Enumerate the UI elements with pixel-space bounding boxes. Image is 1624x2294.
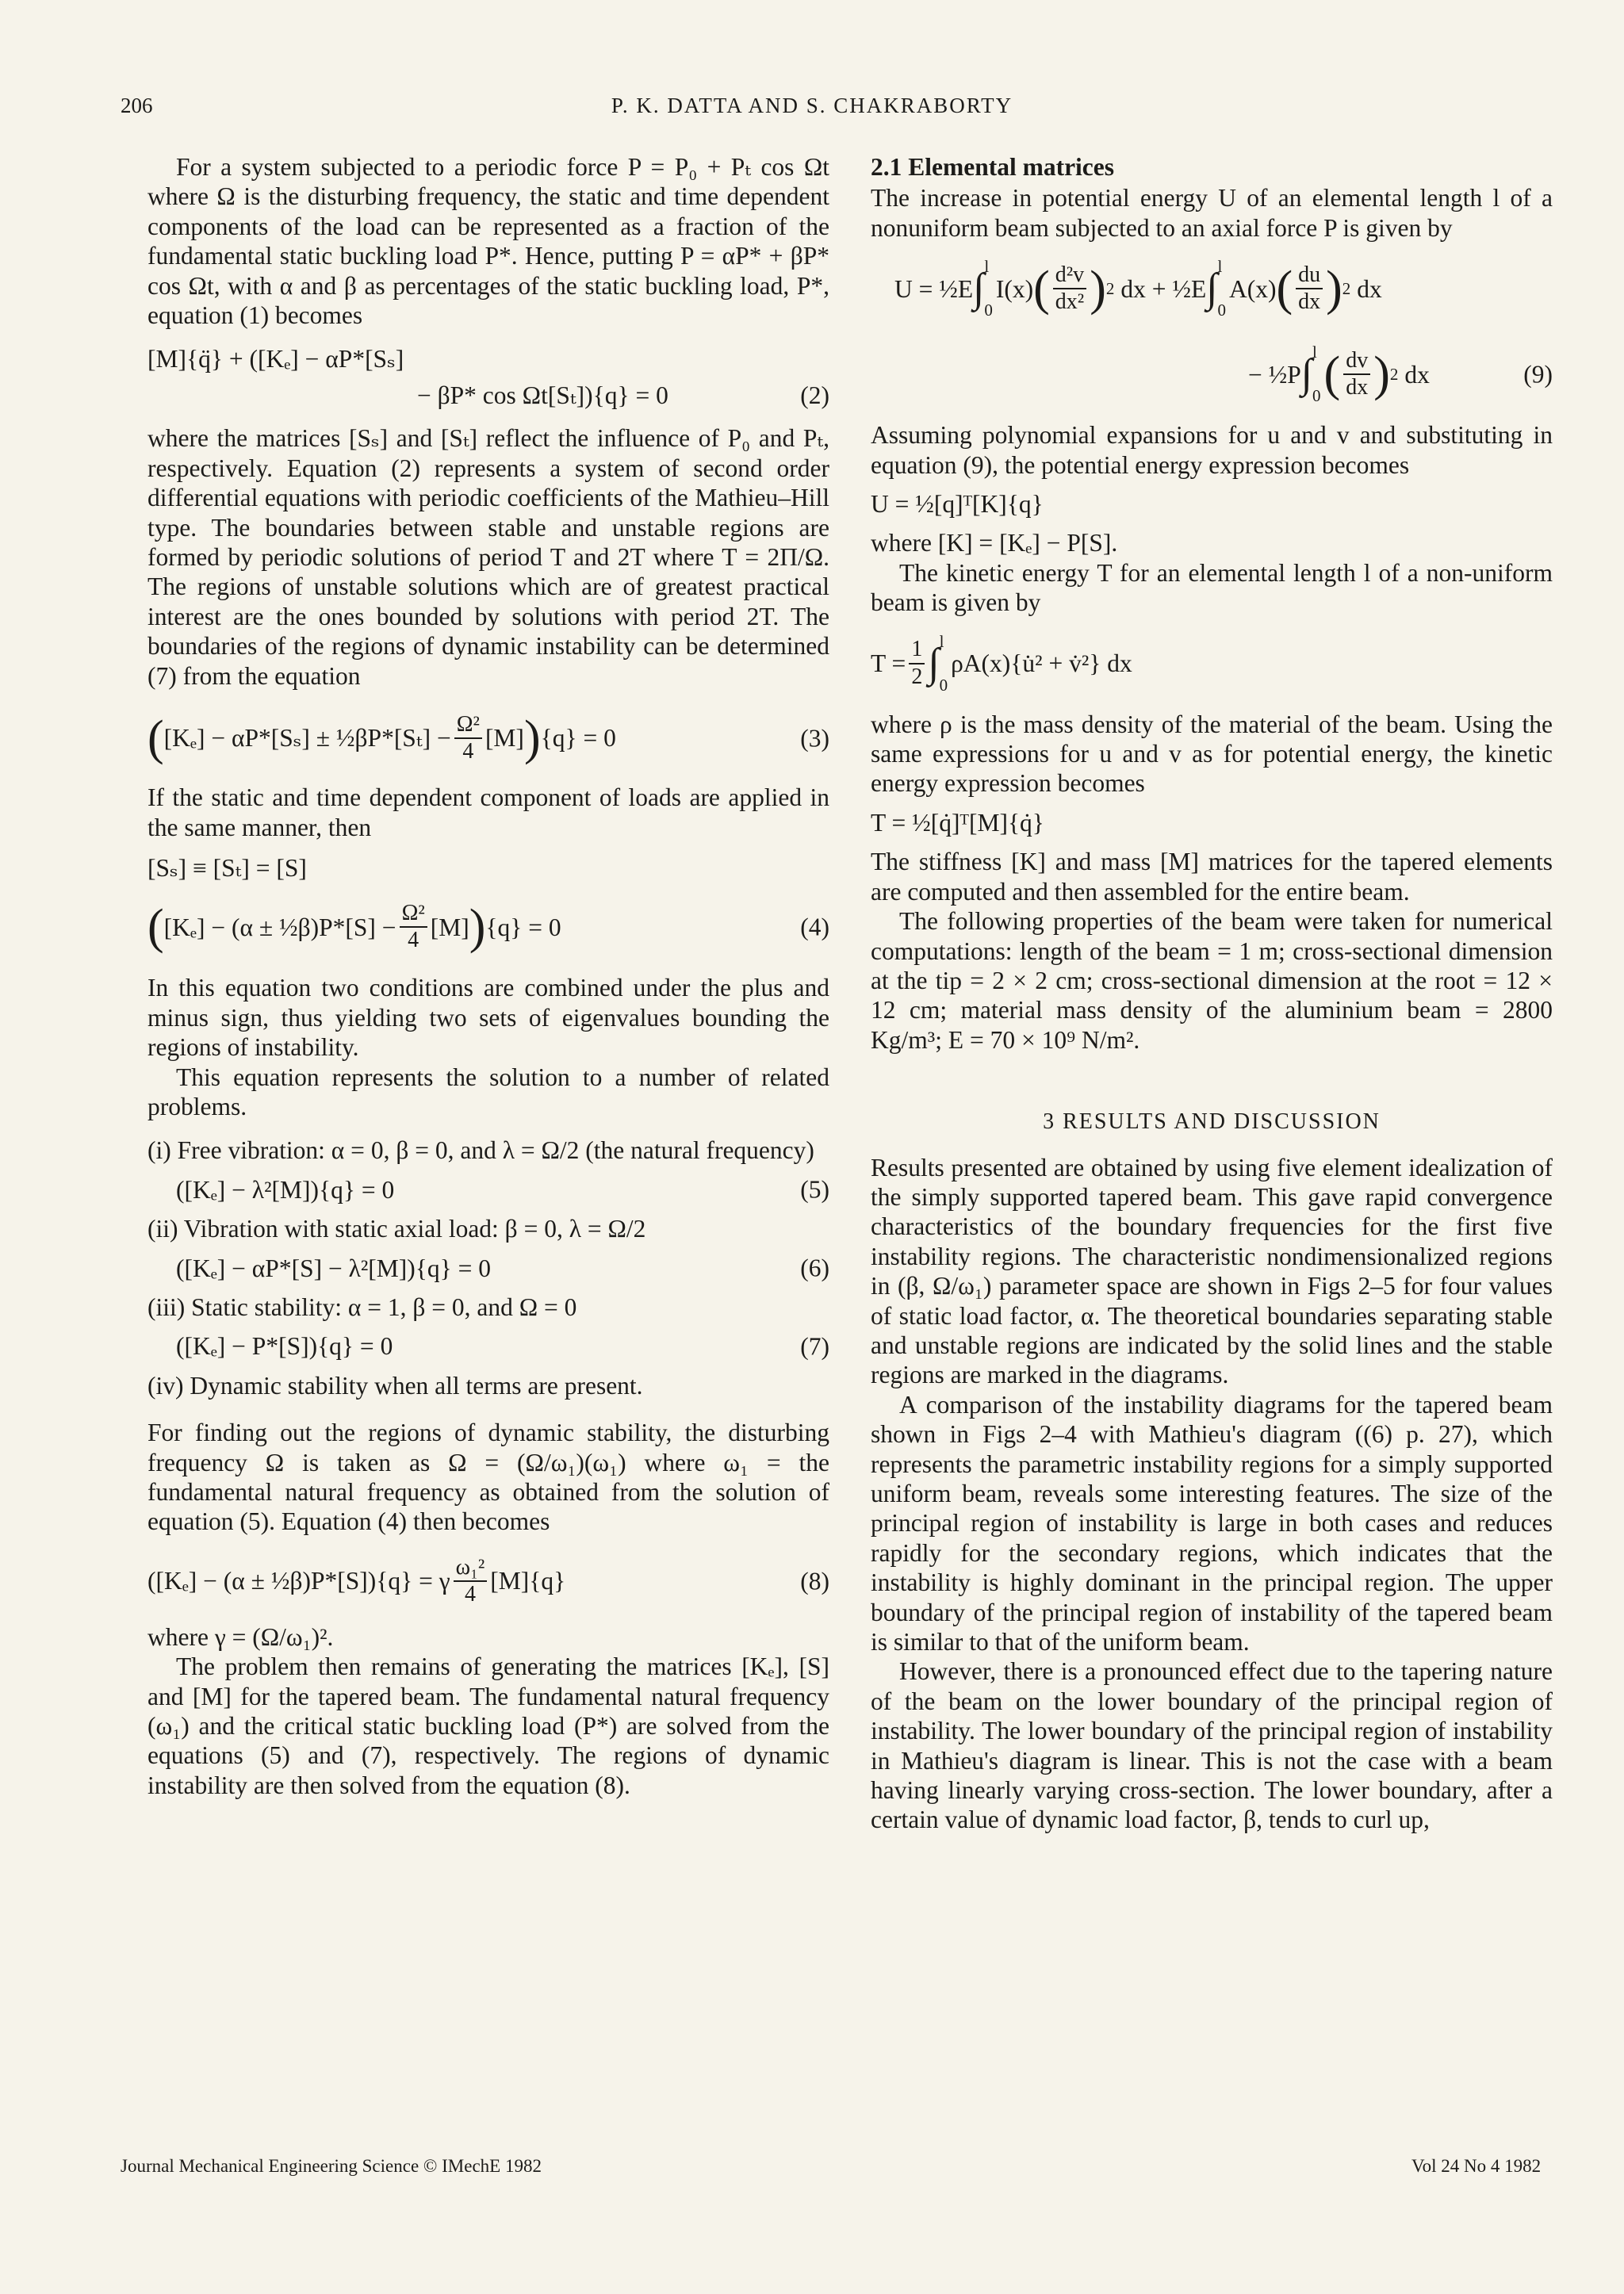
paren-close: ) (1373, 347, 1390, 402)
denominator: 4 (464, 1581, 476, 1607)
equation-t2: T = ½[q̇]ᵀ[M]{q̇} (871, 808, 1044, 837)
equation-t-body: ρA(x){u̇² + v̇²} dx (951, 649, 1132, 677)
lower-limit: 0 (939, 675, 948, 695)
paragraph: If the static and time dependent component of loads are applied in the same manner, then (147, 783, 829, 841)
exponent: 2 (1105, 278, 1115, 298)
equation-number: (4) (800, 913, 829, 941)
integral-limits (1312, 344, 1321, 404)
paragraph: The stiffness [K] and mass [M] matrices for the tapered elements are computed and then assembled for the entire beam. (871, 848, 1553, 906)
paragraph: The problem then remains of generating the matrices [Kₑ], [S] and [M] for the tapered beam. The fundamental natural frequency (ω₁) and the critical static buckling load (P*) are solved from the equations (5) and (7), respectively. The regions of dynamic instability are then solved from the equation (8). (147, 1653, 829, 1799)
paragraph: where the matrices [Sₛ] and [Sₜ] reflect the influence of P₀ and Pₜ, respectively. Equation (2) represents a system of second order differential equations with periodic coefficients of the Mathieu–Hill type. The boundaries between stable and unstable regions are formed by periodic solutions of period T and 2T where T = 2Π/Ω. The regions of unstable solutions which are of greatest practical interest are the ones bounded by solutions with period 2T. The boundaries of the regions of dynamic instability can be determined (7) from the equation (147, 424, 829, 690)
section-heading: 2.1 Elemental matrices (871, 153, 1115, 181)
paragraph: For finding out the regions of dynamic stability, the disturbing frequency Ω is taken as Ω = (Ω/ω₁)(ω₁) where ω₁ = the fundamental natural frequency as obtained from the solution of equation (5). Equation (4) then becomes (147, 1419, 829, 1536)
paragraph: Assuming polynomial expansions for u and v and substituting in equation (9), the potential energy expression becomes (871, 421, 1553, 479)
paren-open: ( (1033, 262, 1050, 316)
fraction (454, 1555, 488, 1607)
fraction (400, 901, 427, 953)
fraction (909, 637, 925, 689)
equation-t-lhs: T = (871, 649, 906, 677)
paragraph: For a system subjected to a periodic force P = P₀ + Pₜ cos Ωt where Ω is the disturbing frequency, the static and time dependent components of the load can be represented as a fraction of the fundamental static buckling load P*. Hence, putting P = αP* + βP* cos Ωt, with α and β as percentages of the static buckling load, P*, equation (1) becomes (147, 153, 829, 330)
spacer (871, 1055, 1553, 1107)
integral-limits (1217, 259, 1226, 319)
upper-limit: l (939, 631, 944, 651)
equation-number: (9) (1523, 360, 1553, 389)
denominator: 4 (408, 928, 419, 953)
integral-sign: ∫ (1206, 266, 1218, 312)
equation-s: [Sₛ] ≡ [Sₜ] = [S] (147, 853, 307, 882)
equation-3 (147, 703, 829, 773)
lower-limit: 0 (984, 301, 993, 320)
numerator: dv (1343, 348, 1370, 375)
numerator: Ω² (454, 712, 482, 739)
upper-limit: l (1217, 257, 1223, 277)
equation-number: (8) (800, 1567, 829, 1595)
integral-sign: ∫ (928, 640, 940, 686)
equation-number: (2) (800, 381, 829, 410)
equation-9-term: A(x) (1228, 274, 1277, 303)
equation-8 (147, 1549, 829, 1613)
equation-9-term: dx (1404, 360, 1430, 389)
paragraph: This equation represents the solution to a number of related problems. (147, 1063, 829, 1120)
numerator: ω₁² (454, 1555, 488, 1582)
paren-open: ( (147, 711, 164, 766)
denominator: dx (1298, 289, 1321, 315)
paragraph: The increase in potential energy U of an elemental length l of a nonuniform beam subjected to an axial force P is given by (871, 184, 1553, 242)
exponent: 2 (1389, 364, 1399, 384)
equation-9-term: dx (1357, 274, 1382, 303)
equation-number: (5) (800, 1175, 829, 1204)
footer-journal: Journal Mechanical Engineering Science © IMechE 1982 (121, 2156, 542, 2176)
equation-5 (176, 1175, 829, 1204)
paren-close: ) (523, 711, 541, 766)
running-head: P. K. DATTA AND S. CHAKRABORTY (611, 94, 1013, 117)
integral-limits (939, 631, 948, 695)
paragraph: where γ = (Ω/ω₁)². (147, 1622, 334, 1651)
fraction (454, 712, 482, 764)
numerator: Ω² (400, 901, 427, 928)
equation-2-line2: − βP* cos Ωt[Sₜ]){q} = 0 (417, 381, 668, 410)
equation-4-part-c: {q} = 0 (485, 913, 561, 941)
equation-3-part-c: {q} = 0 (540, 724, 616, 753)
paragraph: where ρ is the mass density of the material of the beam. Using the same expressions for u and v as for potential energy, the kinetic energy expression becomes (871, 710, 1553, 798)
integral-limits (984, 259, 993, 319)
integral-sign: ∫ (1300, 351, 1313, 397)
paren-open: ( (147, 900, 164, 955)
equation-5-body: ([Kₑ] − λ²[M]){q} = 0 (176, 1175, 395, 1204)
equation-7-body: ([Kₑ] − P*[S]){q} = 0 (176, 1332, 393, 1361)
paragraph: The kinetic energy T for an elemental length l of a non-uniform beam is given by (871, 558, 1553, 617)
equation-8-part-a: ([Kₑ] − (α ± ½β)P*[S]){q} = γ (147, 1567, 450, 1595)
equation-number: (6) (800, 1254, 829, 1282)
equation-9-lhs: U = ½E (894, 274, 974, 303)
fraction (1343, 348, 1370, 400)
equation-4-part-b: [M] (430, 913, 469, 941)
equation-9-term: dx + ½E (1120, 274, 1207, 303)
equation-9-line1 (894, 249, 1553, 328)
denominator: dx (1346, 375, 1369, 400)
paragraph: A comparison of the instability diagrams for the tapered beam shown in Figs 2–4 with Mathieu's diagram ((6) p. 27), which represents the parametric instability regions for a simply supported uniform beam, reveals some interesting features. The size of the principal region of instability is large in both cases and reduces rapidly for the secondary regions, which indicates that the instability is highly dominant in the principal region. The upper boundary of the principal region of instability of the tapered beam is similar to that of the uniform beam. (871, 1390, 1553, 1656)
equation-number: (3) (800, 724, 829, 753)
equation-9-term: − ½P (1248, 360, 1301, 389)
list-item: (i) Free vibration: α = 0, β = 0, and λ = Ω/2 (the natural frequency) (147, 1136, 814, 1165)
equation-3-part-a: [Kₑ] − αP*[Sₛ] ± ½βP*[Sₜ] − (163, 724, 451, 753)
equation-6-body: ([Kₑ] − αP*[S] − λ²[M]){q} = 0 (176, 1254, 492, 1282)
equation-4-part-a: [Kₑ] − (α ± ½β)P*[S] − (163, 913, 396, 941)
footer-volume: Vol 24 No 4 1982 (1411, 2156, 1542, 2176)
upper-limit: l (984, 257, 990, 277)
lower-limit: 0 (1217, 301, 1226, 320)
equation-t (871, 627, 1553, 700)
page-number: 206 (121, 94, 153, 117)
paren-close: ) (469, 900, 486, 955)
denominator: 2 (911, 664, 923, 689)
fraction (1053, 262, 1086, 315)
equation-u: U = ½[q]ᵀ[K]{q} (871, 490, 1044, 519)
left-column (147, 152, 829, 1800)
paren-open: ( (1276, 262, 1293, 316)
list-item: (ii) Vibration with static axial load: β = 0, λ = Ω/2 (147, 1215, 646, 1243)
lower-limit: 0 (1312, 386, 1321, 406)
paragraph: The following properties of the beam were taken for numerical computations: length of the beam = 1 m; cross-sectional dimension at the tip = 2 × 2 cm; cross-sectional dimension at the root = 12 × 12 cm; material mass density of the aluminium beam = 2800 Kg/m³; E = 70 × 10⁹ N/m². (871, 907, 1553, 1054)
equation-2-line1: [M]{q̈} + ([Kₑ] − αP*[Sₛ] (147, 345, 404, 373)
paren-close: ) (1326, 262, 1342, 316)
exponent: 2 (1342, 278, 1351, 298)
right-column (871, 152, 1553, 1835)
equation-9-term: I(x) (995, 274, 1034, 303)
paren-close: ) (1090, 262, 1106, 316)
fraction (1296, 262, 1323, 315)
paragraph: Results presented are obtained by using five element idealization of the simply supported tapered beam. This gave rapid convergence characteristics of the boundary frequencies for the first five instability regions. The characteristic nondimensionalized regions in (β, Ω/ω₁) parameter space are shown in Figs 2–5 for four values of static load factor, α. The theoretical boundaries separating stable and unstable regions are indicated by the solid lines and the stable regions are marked in the diagrams. (871, 1153, 1553, 1389)
numerator: 1 (909, 637, 925, 664)
paragraph: However, there is a pronounced effect due to the tapering nature of the beam on the lower boundary of the principal region of instability. The lower boundary of the principal region of instability in Mathieu's diagram is linear. This is not the case with a beam having linearly varying cross-section. The lower boundary, after a certain value of dynamic load factor, β, tends to curl up, (871, 1657, 1553, 1834)
paragraph: In this equation two conditions are combined under the plus and minus sign, thus yielding two sets of eigenvalues bounding the regions of instability. (147, 974, 829, 1062)
equation-6 (176, 1254, 829, 1283)
equation-2 (147, 344, 829, 412)
integral-sign: ∫ (973, 266, 985, 312)
paragraph: where [K] = [Kₑ] − P[S]. (871, 529, 1118, 557)
numerator: d²v (1053, 262, 1086, 289)
denominator: dx² (1055, 289, 1085, 315)
paren-open: ( (1323, 347, 1341, 402)
equation-7 (176, 1331, 829, 1361)
spacer (871, 1137, 1553, 1153)
equation-8-part-b: [M]{q} (490, 1567, 566, 1595)
numerator: du (1296, 262, 1323, 289)
denominator: 4 (462, 739, 474, 764)
section-heading: 3 RESULTS AND DISCUSSION (1043, 1109, 1381, 1135)
upper-limit: l (1312, 343, 1317, 362)
list-item: (iv) Dynamic stability when all terms are present. (147, 1371, 643, 1400)
equation-3-part-b: [M] (485, 724, 524, 753)
equation-4 (147, 892, 829, 962)
equation-9-line2 (1248, 338, 1553, 411)
list-item: (iii) Static stability: α = 1, β = 0, and Ω = 0 (147, 1293, 577, 1321)
equation-number: (7) (800, 1332, 829, 1361)
